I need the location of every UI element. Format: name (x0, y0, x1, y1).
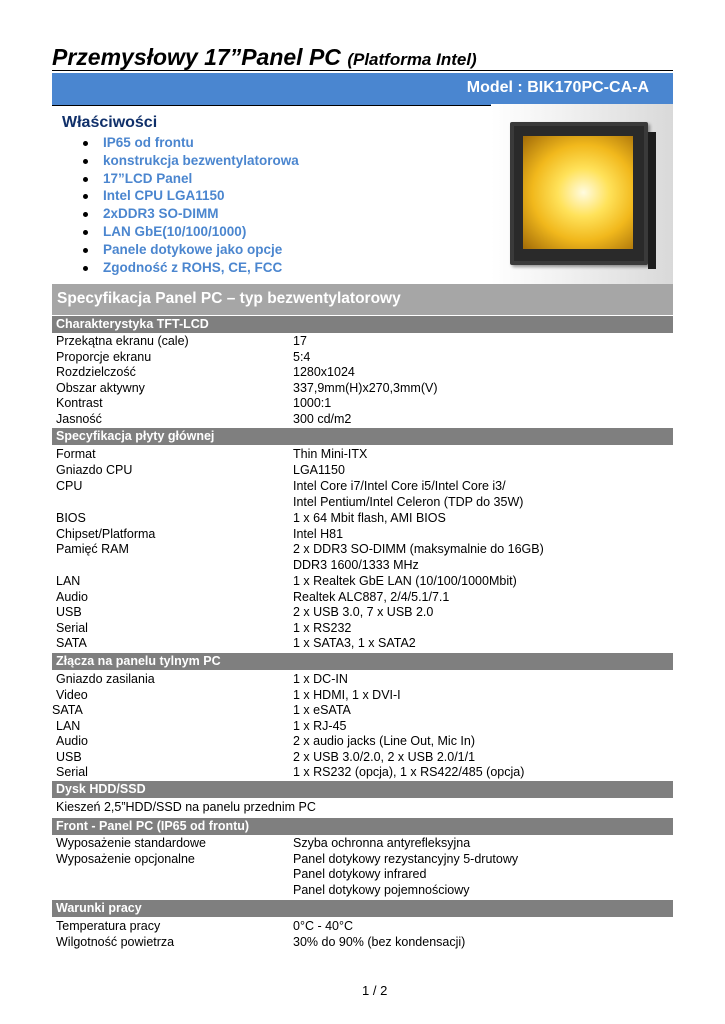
spec-label: Wyposażenie opcjonalne (56, 851, 195, 866)
feature-text: Panele dotykowe jako opcje (103, 241, 283, 257)
feature-text: 17”LCD Panel (103, 170, 193, 186)
spec-label: CPU (56, 479, 83, 493)
title-main: Przemysłowy 17”Panel PC (52, 44, 341, 70)
spec-row (52, 852, 673, 868)
feature-item (80, 205, 299, 223)
section-lcd-header (52, 316, 673, 333)
model-bar (52, 73, 673, 105)
feature-item (80, 223, 299, 241)
spec-row (52, 836, 673, 852)
spec-label: Audio (56, 734, 88, 748)
spec-value: Intel H81 (293, 526, 344, 541)
spec-value: DDR3 1600/1333 MHz (293, 558, 419, 572)
feature-text: 2xDDR3 SO-DIMM (103, 206, 219, 222)
spec-label: USB (56, 605, 82, 619)
bullet-icon (83, 266, 88, 271)
feature-item (80, 152, 299, 170)
spec-value: 2 x USB 3.0/2.0, 2 x USB 2.0/1/1 (293, 749, 476, 764)
spec-row (52, 883, 673, 899)
spec-value: Realtek ALC887, 2/4/5.1/7.1 (293, 589, 450, 604)
spec-value: 30% do 90% (bez kondensacji) (293, 934, 466, 949)
spec-value: 1 x SATA3, 1 x SATA2 (293, 636, 416, 650)
title-subtitle: (Platforma Intel) (347, 50, 477, 69)
section-title: Złącza na panelu tylnym PC (56, 654, 221, 668)
spec-label: Proporcje ekranu (56, 349, 152, 364)
section-title: Charakterystyka TFT-LCD (56, 317, 209, 331)
spec-row (52, 621, 673, 637)
spec-value: 1 x DC-IN (293, 672, 348, 686)
spec-label: Jasność (56, 411, 102, 426)
spec-label: SATA (52, 703, 83, 717)
feature-text: Zgodność z ROHS, CE, FCC (103, 259, 283, 275)
section-rear-header (52, 653, 673, 670)
spec-value: Thin Mini-ITX (293, 447, 368, 461)
spec-value: Panel dotykowy infrared (293, 867, 427, 881)
spec-label: Rozdzielczość (56, 365, 136, 379)
spec-row (52, 479, 673, 495)
spec-label: Wyposażenie standardowe (56, 836, 206, 850)
feature-item (80, 259, 299, 277)
spec-row (52, 542, 673, 558)
spec-row (52, 396, 673, 412)
spec-value: 17 (293, 334, 307, 348)
spec-row (52, 574, 673, 590)
spec-label: BIOS (56, 511, 86, 525)
section-hdd-header (52, 781, 673, 798)
spec-label: Video (56, 687, 88, 702)
spec-row (52, 636, 673, 652)
spec-row (52, 734, 673, 750)
spec-label: Serial (56, 620, 88, 635)
spec-value: 1 x Realtek GbE LAN (10/100/1000Mbit) (293, 574, 517, 588)
model-label: Model : BIK170PC-CA-A (466, 79, 649, 96)
spec-row (52, 672, 673, 688)
spec-label: Kontrast (56, 396, 103, 410)
spec-row (52, 919, 673, 935)
spec-value: Intel Core i7/Intel Core i5/Intel Core i3/ (293, 479, 506, 493)
section-title: Specyfikacja płyty głównej (56, 429, 215, 443)
spec-label: LAN (56, 574, 81, 588)
spec-row (52, 750, 673, 766)
spec-value: Szyba ochronna antyrefleksyjna (293, 836, 471, 850)
spec-value: 0°C - 40°C (293, 919, 354, 933)
spec-label: Obszar aktywny (56, 380, 145, 395)
page-number: 1 / 2 (362, 983, 388, 998)
panel-pc-image (510, 122, 648, 265)
spec-label: Gniazdo CPU (56, 463, 133, 477)
monitor-screen (523, 136, 633, 249)
spec-row (52, 511, 673, 527)
section-mainboard-header (52, 428, 673, 445)
features-heading: Właściwości (62, 114, 158, 131)
spec-row (52, 867, 673, 883)
spec-label: Serial (56, 765, 88, 779)
section-env-header (52, 900, 673, 917)
spec-value: 1000:1 (293, 396, 332, 410)
spec-value: 1 x RS232 (opcja), 1 x RS422/485 (opcja) (293, 765, 525, 779)
spec-label: Format (56, 447, 96, 461)
spec-row (52, 527, 673, 543)
spec-row (52, 590, 673, 606)
spec-row (52, 765, 673, 781)
spec-value: 2 x audio jacks (Line Out, Mic In) (293, 734, 476, 748)
spec-row (52, 703, 673, 719)
title-rule (52, 70, 673, 71)
spec-value: 1 x 64 Mbit flash, AMI BIOS (293, 511, 446, 525)
features-list (80, 134, 299, 276)
spec-row (52, 412, 673, 428)
feature-item (80, 187, 299, 205)
bullet-icon (83, 194, 88, 199)
spec-value: 1280x1024 (293, 365, 355, 379)
section-front-header (52, 818, 673, 835)
spec-value: 2 x USB 3.0, 7 x USB 2.0 (293, 605, 434, 619)
spec-row (52, 365, 673, 381)
spec-value: 2 x DDR3 SO-DIMM (maksymalnie do 16GB) (293, 542, 544, 556)
spec-value: 1 x eSATA (293, 703, 351, 717)
bullet-icon (83, 248, 88, 253)
spec-label: Gniazdo zasilania (56, 672, 155, 686)
spec-value: 5:4 (293, 349, 311, 364)
feature-item (80, 134, 299, 152)
feature-item (80, 170, 299, 188)
spec-label: Pamięć RAM (56, 542, 129, 556)
spec-row (52, 463, 673, 479)
spec-row (52, 800, 673, 816)
spec-label: Chipset/Platforma (56, 526, 156, 541)
spec-row (52, 495, 673, 511)
monitor-side (648, 132, 656, 269)
spec-value: 337,9mm(H)x270,3mm(V) (293, 380, 438, 395)
spec-label: Temperatura pracy (56, 919, 161, 933)
spec-label: SATA (56, 636, 87, 650)
spec-value: Intel Pentium/Intel Celeron (TDP do 35W) (293, 495, 524, 509)
spec-label: Przekątna ekranu (cale) (56, 334, 189, 348)
page-title (52, 44, 477, 71)
spec-row (52, 334, 673, 350)
bullet-icon (83, 141, 88, 146)
spec-value: 1 x RJ-45 (293, 718, 347, 733)
section-title: Front - Panel PC (IP65 od frontu) (56, 819, 250, 833)
spec-value: 300 cd/m2 (293, 411, 352, 426)
spec-row (52, 350, 673, 366)
feature-item (80, 241, 299, 259)
spec-row (52, 381, 673, 397)
bullet-icon (83, 159, 88, 164)
spec-value: 1 x RS232 (293, 620, 352, 635)
feature-text: IP65 od frontu (103, 135, 194, 150)
feature-text: konstrukcja bezwentylatorowa (103, 152, 299, 168)
spec-title: Specyfikacja Panel PC – typ bezwentylatorowy (57, 290, 401, 307)
spec-row (52, 935, 673, 951)
bullet-icon (83, 230, 88, 235)
spec-label: USB (56, 749, 82, 764)
spec-title-bar (52, 284, 673, 315)
spec-row (52, 605, 673, 621)
spec-row (52, 719, 673, 735)
spec-row (52, 447, 673, 463)
spec-label: Wilgotność powietrza (56, 934, 175, 949)
section-title: Warunki pracy (56, 901, 142, 915)
spec-value: LGA1150 (293, 463, 345, 477)
spec-text: Kieszeń 2,5”HDD/SSD na panelu przednim PC (56, 800, 316, 814)
bullet-icon (83, 212, 88, 217)
feature-text: Intel CPU LGA1150 (103, 188, 225, 204)
feature-text: LAN GbE(10/100/1000) (103, 223, 247, 239)
spec-value: 1 x HDMI, 1 x DVI-I (293, 687, 401, 702)
spec-row (52, 558, 673, 574)
section-title: Dysk HDD/SSD (56, 782, 146, 796)
spec-value: Panel dotykowy rezystancyjny 5-drutowy (293, 851, 519, 866)
spec-label: LAN (56, 718, 81, 733)
spec-label: Audio (56, 589, 88, 604)
spec-row (52, 688, 673, 704)
bullet-icon (83, 177, 88, 182)
spec-value: Panel dotykowy pojemnościowy (293, 882, 470, 897)
